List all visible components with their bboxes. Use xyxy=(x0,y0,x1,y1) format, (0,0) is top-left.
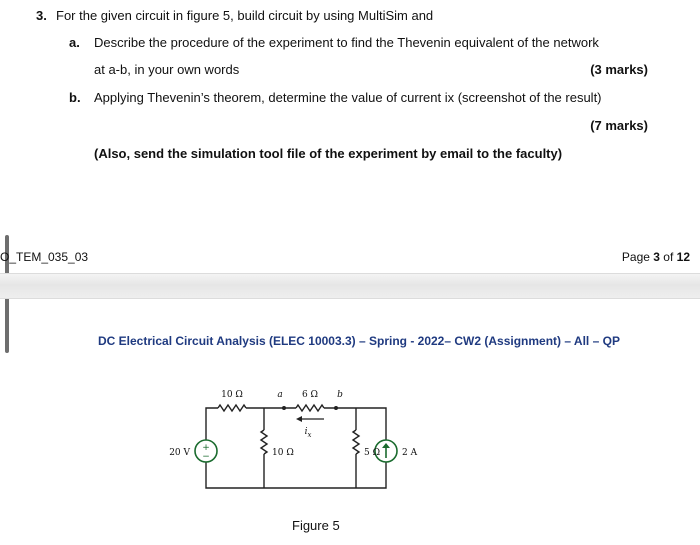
part-a-letter: a. xyxy=(69,35,80,50)
node-a-label: a xyxy=(277,390,283,400)
submission-note: (Also, send the simulation tool file of the experiment by email to the faculty) xyxy=(94,146,563,161)
node-b-label: b xyxy=(337,390,343,400)
page-number: Page 3 of 12 xyxy=(621,250,690,264)
r3-label: 10 Ω xyxy=(272,448,294,458)
r1-label: 10 Ω xyxy=(221,390,243,400)
svg-text:−: − xyxy=(202,452,210,462)
part-a-text-line2: at a-b, in your own words xyxy=(94,62,240,77)
part-b-marks: (7 marks) xyxy=(590,118,648,133)
r4-label: 5 Ω xyxy=(364,448,381,458)
current-source-label: 2 A xyxy=(402,448,418,458)
document-code: O_TEM_035_03 xyxy=(0,250,89,264)
ix-label: $i_x$ xyxy=(304,427,312,439)
svg-text:+: + xyxy=(202,443,210,453)
part-a-marks: (3 marks) xyxy=(590,62,648,77)
figure-caption: Figure 5 xyxy=(292,518,340,533)
current-arrow-icon xyxy=(296,416,324,422)
question-text: For the given circuit in figure 5, build circuit by using MultiSim and xyxy=(56,8,434,23)
r2-label: 6 Ω xyxy=(301,390,319,400)
voltage-source-icon xyxy=(195,440,217,462)
course-title: DC Electrical Circuit Analysis (ELEC 10003.3) – Spring - 2022– CW2 (Assignment) – All – QP xyxy=(98,334,620,348)
part-b-letter: b. xyxy=(69,90,81,105)
question-number: 3. xyxy=(36,8,47,23)
part-a-text-line1: Describe the procedure of the experiment to find the Thevenin equivalent of the network xyxy=(94,35,599,50)
voltage-source-label: 20 V xyxy=(169,448,190,458)
circuit-diagram xyxy=(150,378,460,498)
page-break-band xyxy=(0,273,700,299)
part-b-text: Applying Thevenin’s theorem, determine the value of current ix (screenshot of the result) xyxy=(94,90,602,105)
